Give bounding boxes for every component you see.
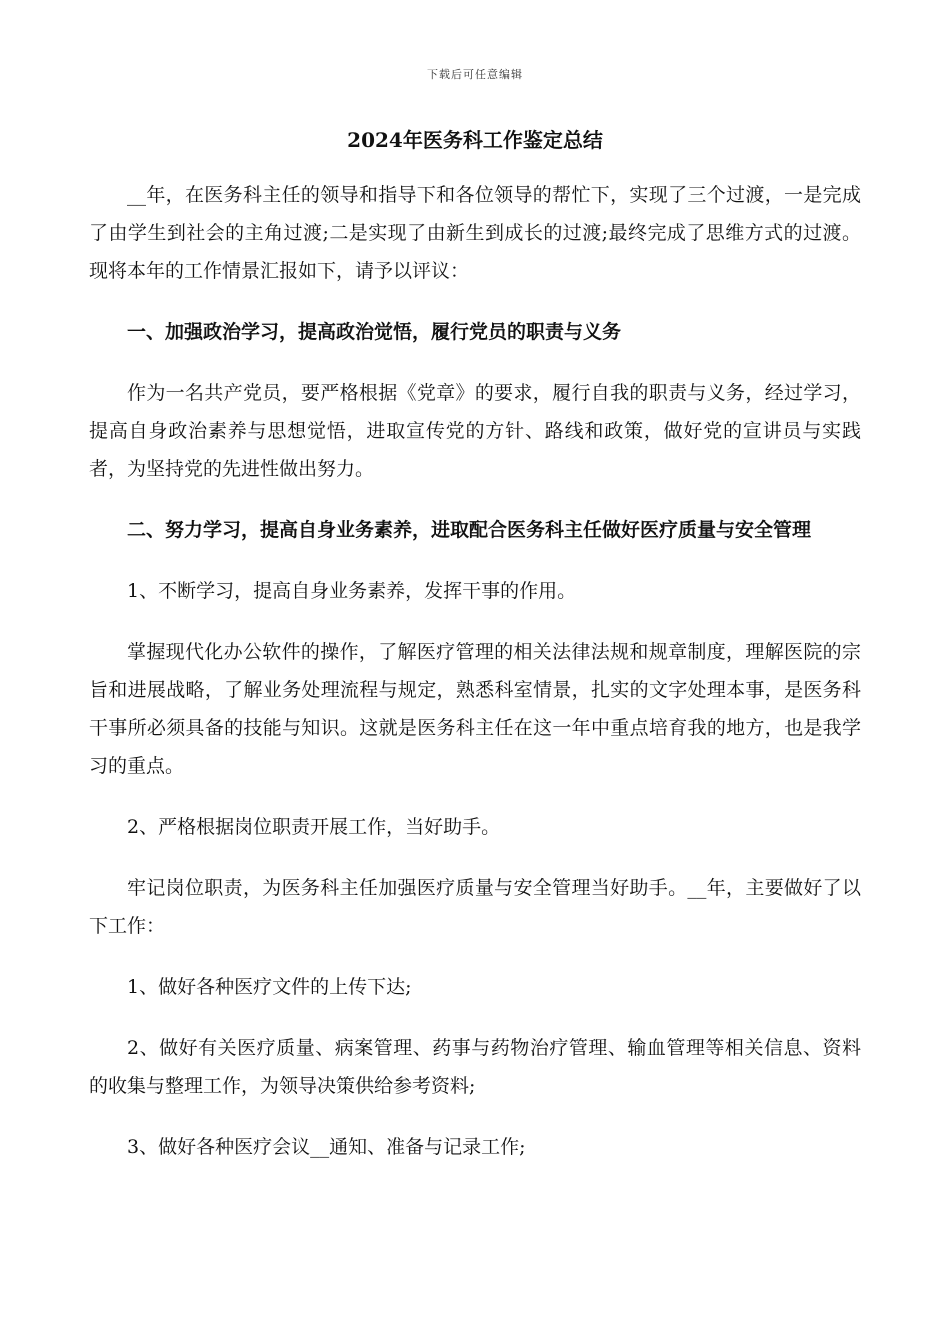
section-heading-2: 二、努力学习，提高自身业务素养，进取配合医务科主任做好医疗质量与安全管理 xyxy=(127,519,812,541)
subheading-1: 1、不断学习，提高自身业务素养，发挥干事的作用。 xyxy=(127,580,577,602)
work-item-3: 3、做好各种医疗会议__通知、准备与记录工作; xyxy=(127,1136,526,1158)
document-body xyxy=(89,176,861,1189)
subsection-2-paragraph: 牢记岗位职责，为医务科主任加强医疗质量与安全管理当好助手。__年，主要做好了以下工作： xyxy=(89,877,861,937)
document-title: 2024年医务科工作鉴定总结 xyxy=(347,128,603,152)
work-item-2: 2、做好有关医疗质量、病案管理、药事与药物治疗管理、输血管理等相关信息、资料的收集与整理工作，为领导决策供给参考资料; xyxy=(89,1037,861,1097)
subheading-2: 2、严格根据岗位职责开展工作，当好助手。 xyxy=(127,816,501,838)
work-item-1: 1、做好各种医疗文件的上传下达; xyxy=(127,976,412,998)
section-1-paragraph: 作为一名共产党员，要严格根据《党章》的要求，履行自我的职责与义务，经过学习，提高自身政治素养与思想觉悟，进取宣传党的方针、路线和政策，做好党的宣讲员与实践者，为坚持党的先进性做出努力。 xyxy=(89,382,861,480)
section-heading-1: 一、加强政治学习，提高政治觉悟，履行党员的职责与义务 xyxy=(127,321,622,343)
header-note: 下载后可任意编辑 xyxy=(427,68,523,81)
subsection-1-paragraph: 掌握现代化办公软件的操作，了解医疗管理的相关法律法规和规章制度，理解医院的宗旨和进展战略，了解业务处理流程与规定，熟悉科室情景，扎实的文字处理本事，是医务科干事所必须具备的技能与知识。这就是医务科主任在这一年中重点培育我的地方，也是我学习的重点。 xyxy=(89,641,861,777)
intro-paragraph: __年，在医务科主任的领导和指导下和各位领导的帮忙下，实现了三个过渡，一是完成了由学生到社会的主角过渡;二是实现了由新生到成长的过渡;最终完成了思维方式的过渡。现将本年的工作情景汇报如下，请予以评议： xyxy=(89,184,861,282)
